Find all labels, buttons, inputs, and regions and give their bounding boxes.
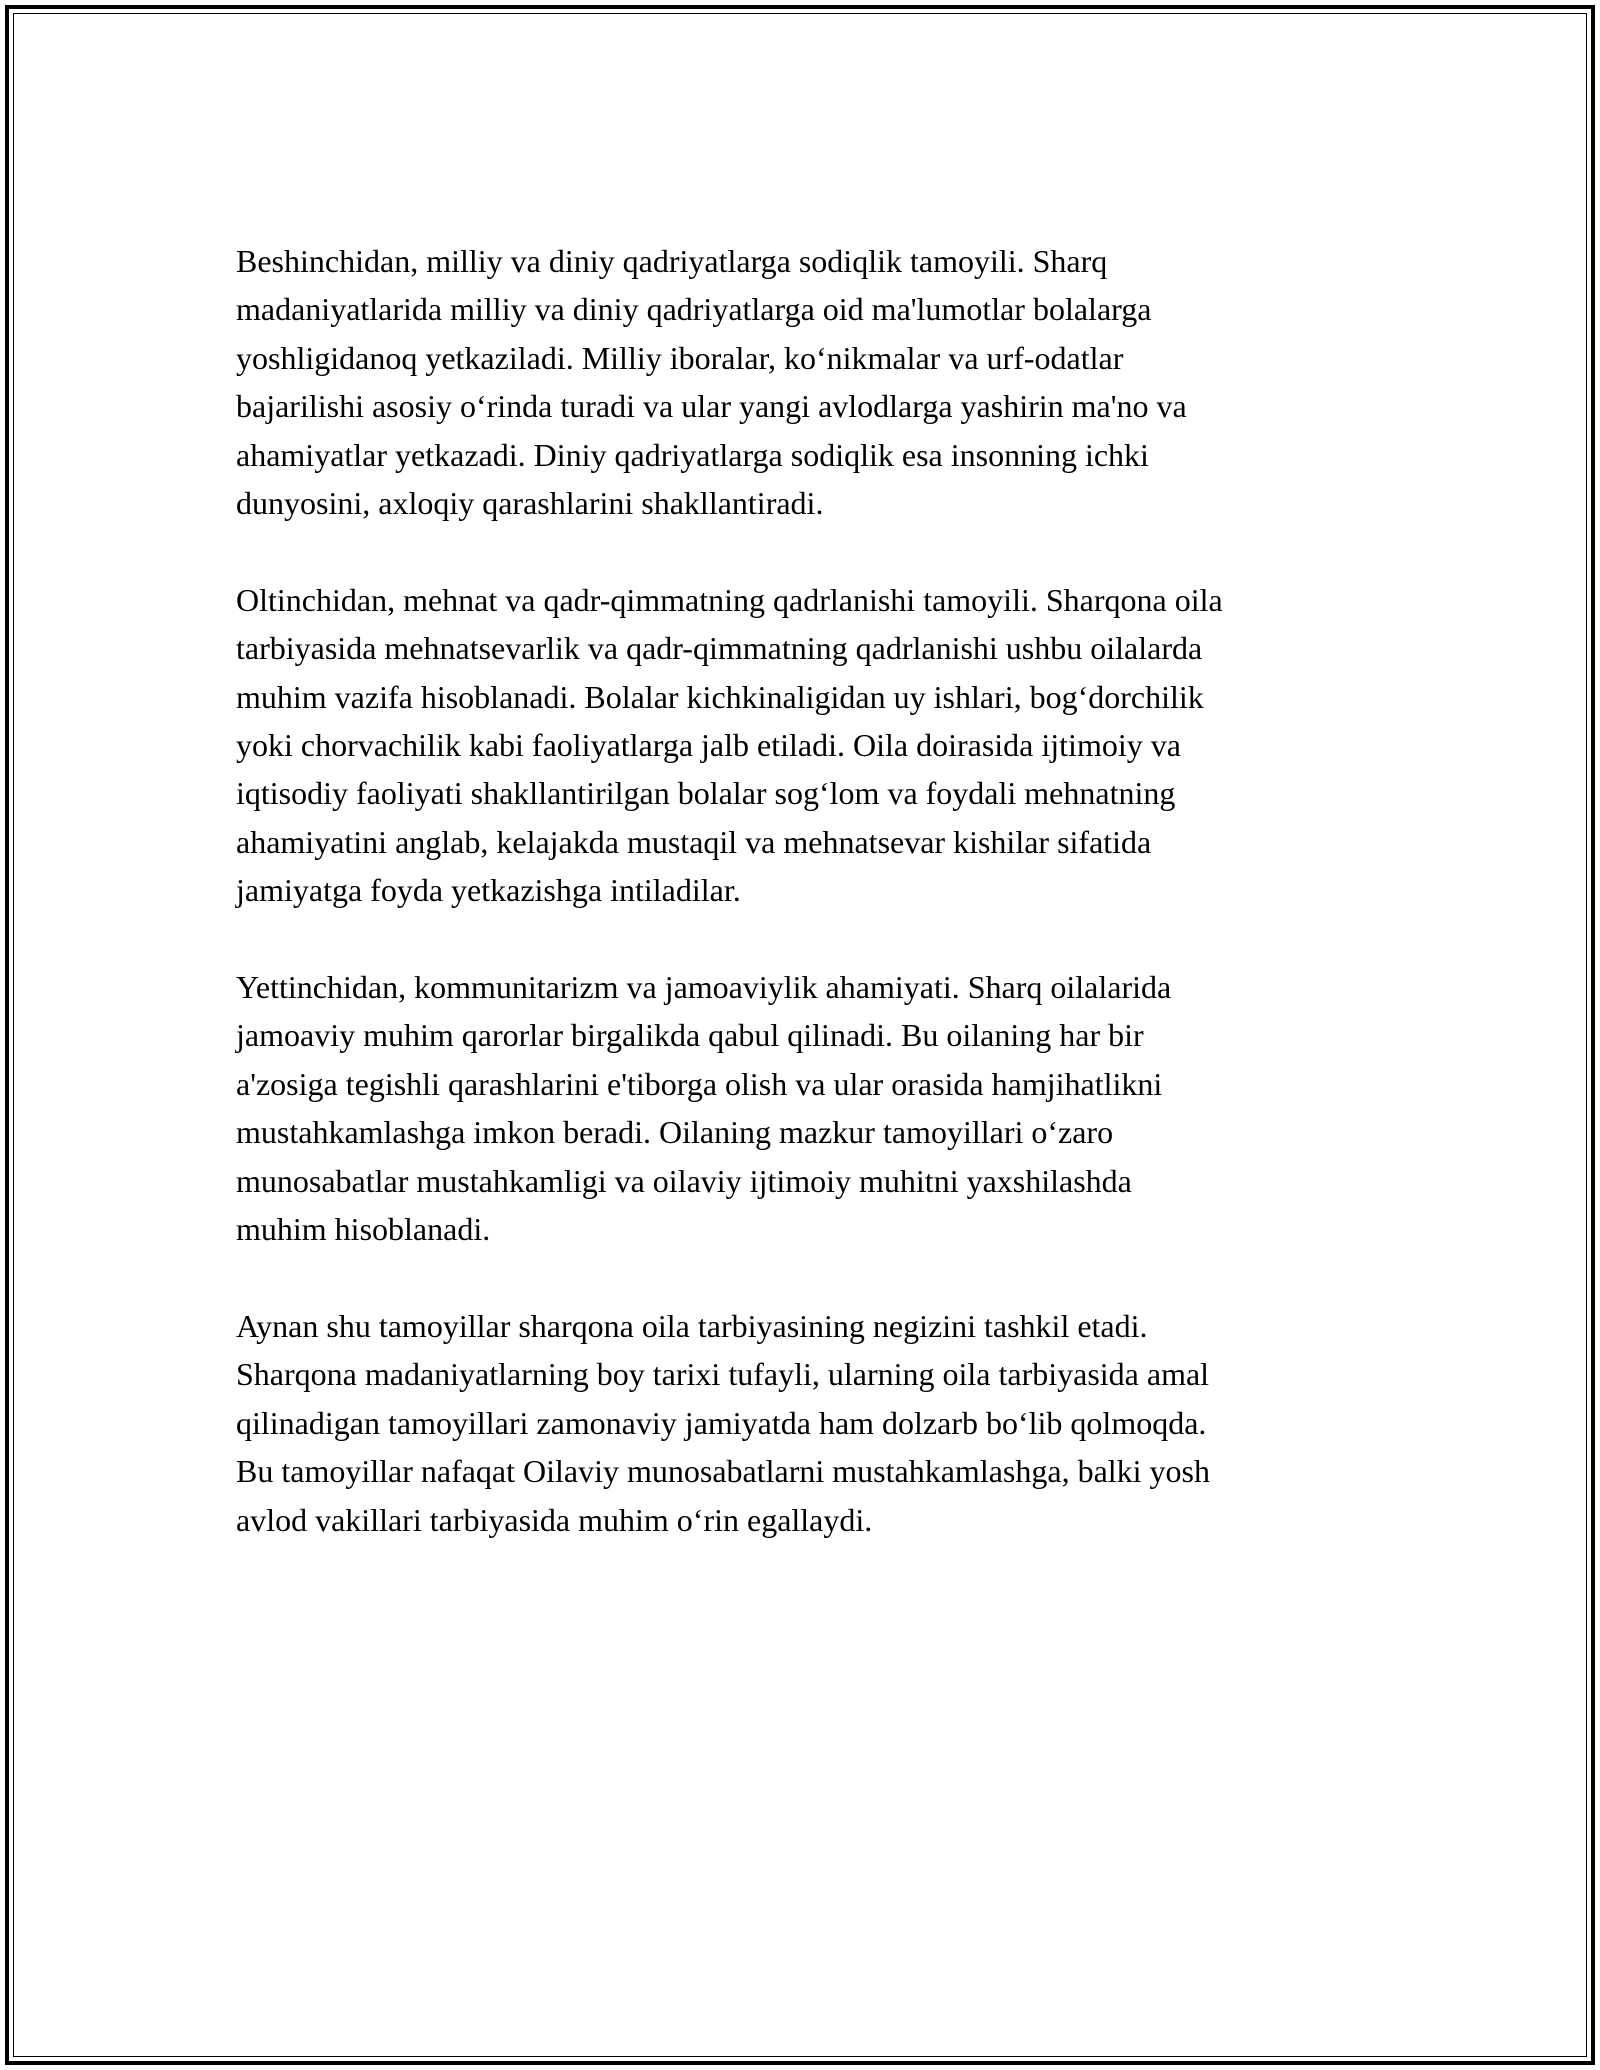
text-line: yoki chorvachilik kabi faoliyatlarga jalb etiladi. Oila doirasida ijtimoiy va xyxy=(236,727,1181,764)
text-line: jamoaviy muhim qarorlar birgalikda qabul qilinadi. Bu oilaning har bir xyxy=(236,1017,1144,1054)
text-line: jamiyatga foyda yetkazishga intiladilar. xyxy=(236,872,741,909)
text-line: ahamiyatlar yetkazadi. Diniy qadriyatlarga sodiqlik esa insonning ichki xyxy=(236,436,1149,473)
text-line: Yettinchidan, kommunitarizm va jamoaviylik ahamiyati. Sharq oilalarida xyxy=(236,969,1172,1006)
text-line: dunyosini, axloqiy qarashlarini shakllantiradi. xyxy=(236,485,824,522)
paragraph-1 xyxy=(236,237,1386,527)
paragraph-4 xyxy=(236,1302,1386,1544)
text-line: muhim hisoblanadi. xyxy=(236,1211,491,1248)
text-line: avlod vakillari tarbiyasida muhim o‘rin egallaydi. xyxy=(236,1501,873,1538)
text-line: bajarilishi asosiy o‘rinda turadi va ular yangi avlodlarga yashirin ma'no va xyxy=(236,388,1187,425)
paragraph-3 xyxy=(236,963,1386,1253)
text-line: Beshinchidan, milliy va diniy qadriyatlarga sodiqlik tamoyili. Sharq xyxy=(236,243,1108,279)
text-line: mustahkamlashga imkon beradi. Oilaning mazkur tamoyillari o‘zaro xyxy=(236,1114,1114,1151)
text-line: iqtisodiy faoliyati shakllantirilgan bolalar sog‘lom va foydali mehnatning xyxy=(236,775,1176,812)
text-line: ahamiyatini anglab, kelajakda mustaqil va mehnatsevar kishilar sifatida xyxy=(236,823,1152,860)
text-line: yoshligidanoq yetkaziladi. Milliy iboralar, ko‘nikmalar va urf-odatlar xyxy=(236,339,1124,376)
text-line: munosabatlar mustahkamligi va oilaviy ijtimoiy muhitni yaxshilashda xyxy=(236,1162,1132,1199)
text-line: muhim vazifa hisoblanadi. Bolalar kichkinaligidan uy ishlari, bog‘dorchilik xyxy=(236,678,1204,715)
text-line: Aynan shu tamoyillar sharqona oila tarbiyasining negizini tashkil etadi. xyxy=(236,1307,1148,1344)
text-line: a'zosiga tegishli qarashlarini e'tiborga olish va ular orasida hamjihatlikni xyxy=(236,1065,1163,1102)
text-line: Sharqona madaniyatlarning boy tarixi tufayli, ularning oila tarbiyasida amal xyxy=(236,1356,1210,1393)
document-body xyxy=(236,237,1386,1592)
text-line: Bu tamoyillar nafaqat Oilaviy munosabatlarni mustahkamlashga, balki yosh xyxy=(236,1453,1210,1490)
paragraph-2 xyxy=(236,576,1386,915)
text-line: qilinadigan tamoyillari zamonaviy jamiyatda ham dolzarb bo‘lib qolmoqda. xyxy=(236,1404,1207,1441)
text-line: Oltinchidan, mehnat va qadr-qimmatning qadrlanishi tamoyili. Sharqona oila xyxy=(236,581,1223,618)
text-line: madaniyatlarida milliy va diniy qadriyatlarga oid ma'lumotlar bolalarga xyxy=(236,291,1152,328)
text-line: tarbiyasida mehnatsevarlik va qadr-qimmatning qadrlanishi ushbu oilalarda xyxy=(236,630,1203,667)
